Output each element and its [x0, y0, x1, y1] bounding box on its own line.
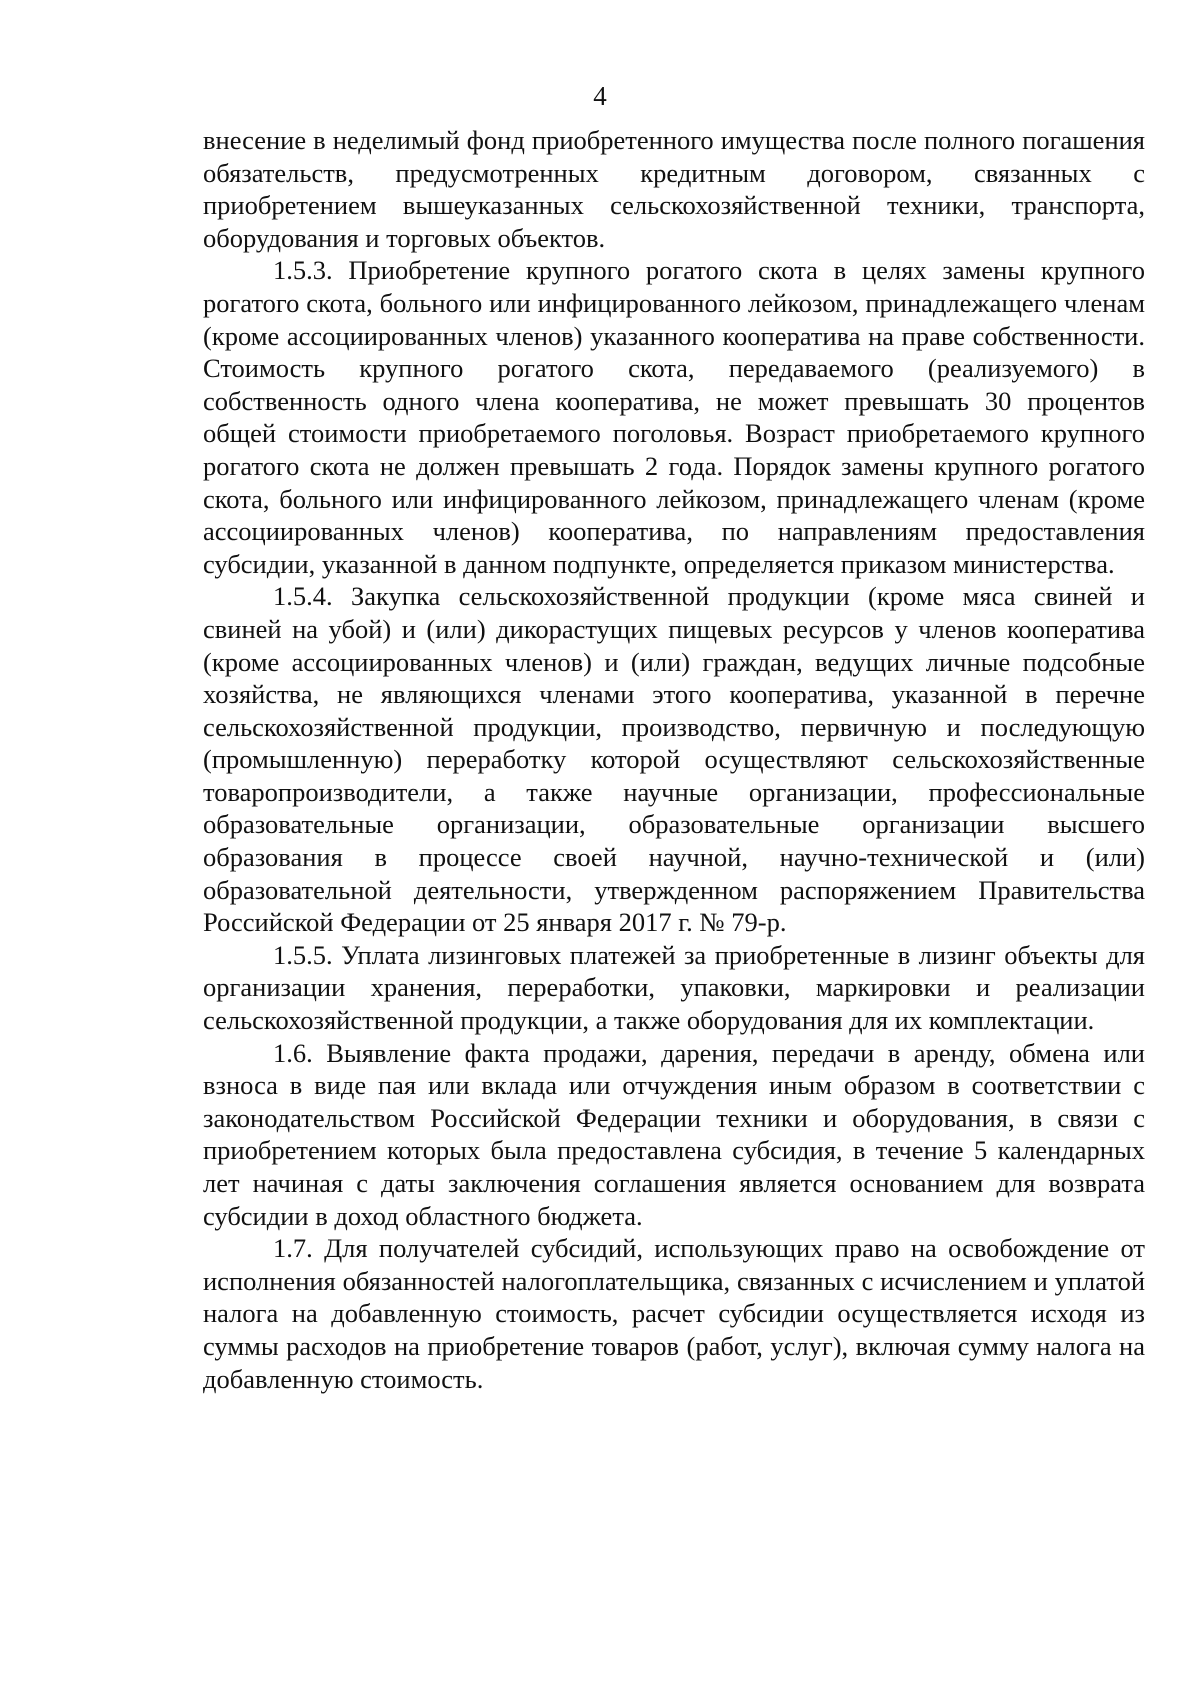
paragraph-1-5-5: 1.5.5. Уплата лизинговых платежей за приобретенные в лизинг объекты для организации хранения, переработки, упаковки, маркировки и реализации сельскохозяйственной продукции, а также оборудования для их комплектации. — [203, 939, 1145, 1036]
paragraph-1-7: 1.7. Для получателей субсидий, использующих право на освобождение от исполнения обязанностей налогоплательщика, связанных с исчислением и уплатой налога на добавленную стоимость, расчет субсидии осуществляется исходя из суммы расходов на приобретение товаров (работ, услуг), включая сумму налога на добавленную стоимость. — [203, 1233, 1145, 1394]
paragraph-1-5-3: 1.5.3. Приобретение крупного рогатого скота в целях замены крупного рогатого скота, больного или инфицированного лейкозом, принадлежащего членам (кроме ассоциированных членов) указанного кооператива на праве собственности. Стоимость крупного рогатого скота, передаваемого (реализуемого) в собственность одного члена кооператива, не может превышать 30 процентов общей стоимости приобретаемого поголовья. Возраст приобретаемого крупного рогатого скота не должен превышать 2 года. Порядок замены крупного рогатого скота, больного или инфицированного лейкозом, принадлежащего членам (кроме ассоциированных членов) кооператива, по направлениям предоставления субсидии, указанной в данном подпункте, определяется приказом министерства. — [203, 255, 1145, 579]
page-number: 4 — [593, 81, 607, 111]
document-body — [203, 124, 1145, 1395]
paragraph-1-6: 1.6. Выявление факта продажи, дарения, передачи в аренду, обмена или взноса в виде пая или вклада или отчуждения иным образом в соответствии с законодательством Российской Федерации техники и оборудования, в связи с приобретением которых была предоставлена субсидия, в течение 5 календарных лет начиная с даты заключения соглашения является основанием для возврата субсидии в доход областного бюджета. — [203, 1037, 1145, 1231]
paragraph-continuation: внесение в неделимый фонд приобретенного имущества после полного погашения обязательств, предусмотренных кредитным договором, связанных с приобретением вышеуказанных сельскохозяйственной техники, транспорта, оборудования и торговых объектов. — [203, 125, 1145, 253]
paragraph-1-5-4: 1.5.4. Закупка сельскохозяйственной продукции (кроме мяса свиней и свиней на убой) и (или) дикорастущих пищевых ресурсов у членов кооператива (кроме ассоциированных членов) и (или) граждан, ведущих личные подсобные хозяйства, не являющихся членами этого кооператива, указанной в перечне сельскохозяйственной продукции, производство, первичную и последующую (промышленную) переработку которой осуществляют сельскохозяйственные товаропроизводители, а также научные организации, профессиональные образовательные организации, образовательные организации высшего образования в процессе своей научной, научно-технической и (или) образовательной деятельности, утвержденном распоряжением Правительства Российской Федерации от 25 января 2017 г. № 79-р. — [203, 581, 1145, 938]
